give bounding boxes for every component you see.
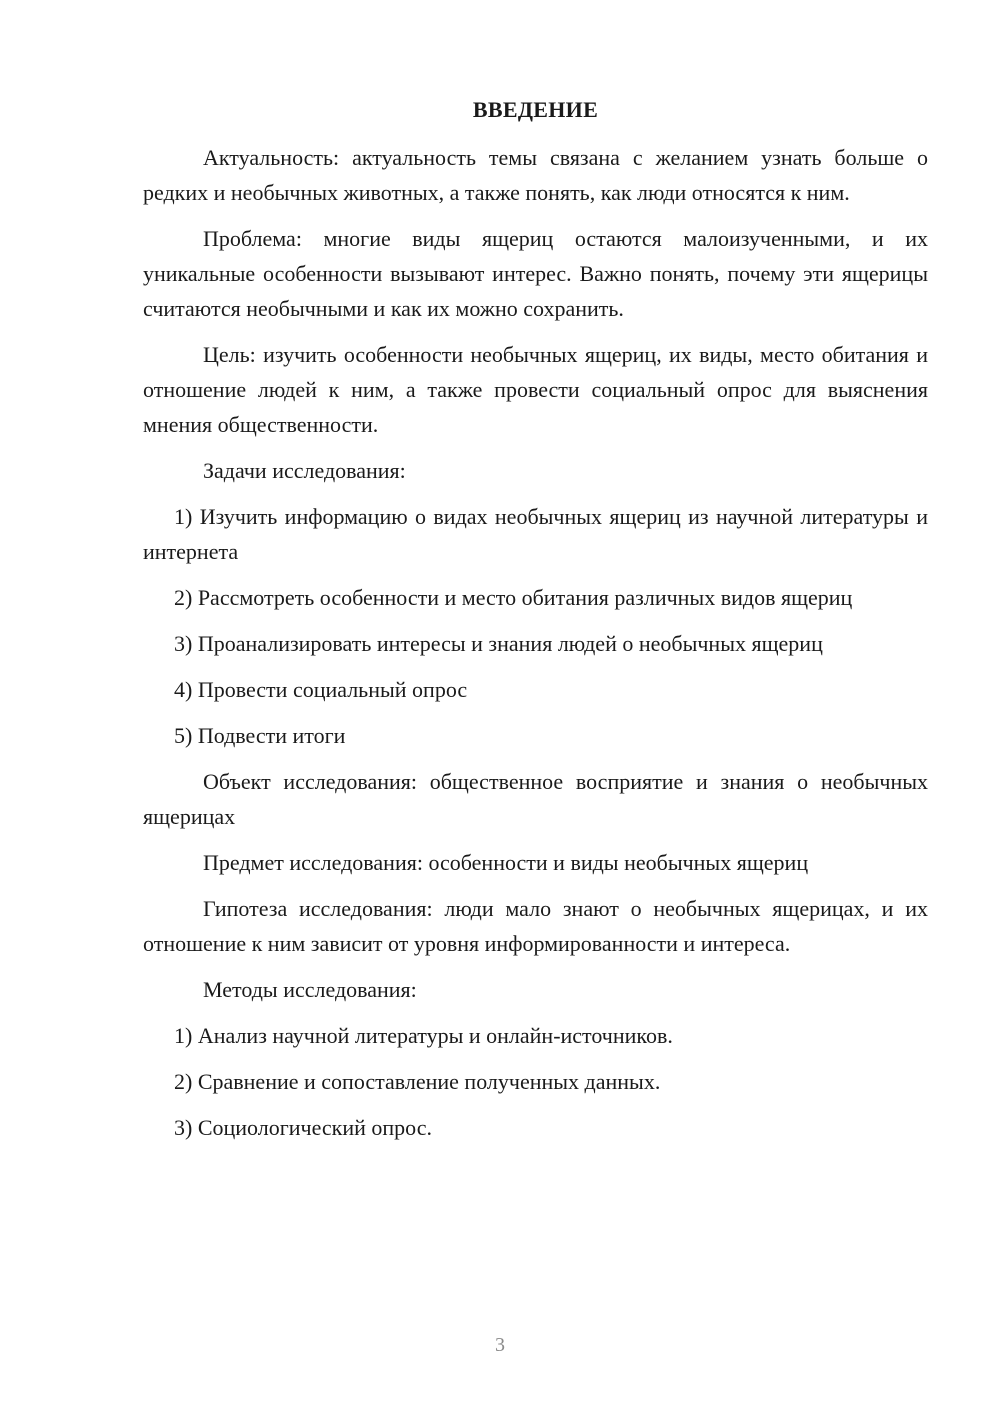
task-item-2: 2) Рассмотреть особенности и место обитания различных видов ящериц: [174, 585, 853, 610]
problem-paragraph: Проблема: многие виды ящериц остаются малоизученными, и их уникальные особенности вызывают интерес. Важно понять, почему эти ящерицы считаются необычными и как их можно сохранить.: [143, 226, 928, 321]
method-item-1: 1) Анализ научной литературы и онлайн-источников.: [174, 1023, 673, 1048]
goal-paragraph: Цель: изучить особенности необычных ящериц, их виды, место обитания и отношение людей к ним, а также провести социальный опрос для выяснения мнения общественности.: [143, 342, 928, 437]
method-item-2: 2) Сравнение и сопоставление полученных данных.: [174, 1069, 661, 1094]
document-title: ВВЕДЕНИЕ: [472, 97, 599, 122]
page-number: 3: [495, 1334, 505, 1356]
method-item-3: 3) Социологический опрос.: [174, 1115, 432, 1140]
task-item-4: 4) Провести социальный опрос: [174, 677, 468, 702]
task-item-1: 1) Изучить информацию о видах необычных ящериц из научной литературы и интернета: [143, 504, 928, 564]
relevance-paragraph: Актуальность: актуальность темы связана с желанием узнать больше о редких и необычных животных, а также понять, как люди относятся к ним.: [143, 145, 928, 205]
tasks-heading: Задачи исследования:: [203, 458, 406, 483]
task-item-5: 5) Подвести итоги: [174, 723, 346, 748]
task-item-3: 3) Проанализировать интересы и знания людей о необычных ящериц: [174, 631, 823, 656]
document-page: [143, 96, 928, 1156]
subject-paragraph: Предмет исследования: особенности и виды необычных ящериц: [203, 850, 809, 875]
hypothesis-paragraph: Гипотеза исследования: люди мало знают о необычных ящерицах, и их отношение к ним зависит от уровня информированности и интереса.: [143, 896, 928, 956]
object-paragraph: Объект исследования: общественное восприятие и знания о необычных ящерицах: [143, 769, 928, 829]
methods-heading: Методы исследования:: [203, 977, 417, 1002]
